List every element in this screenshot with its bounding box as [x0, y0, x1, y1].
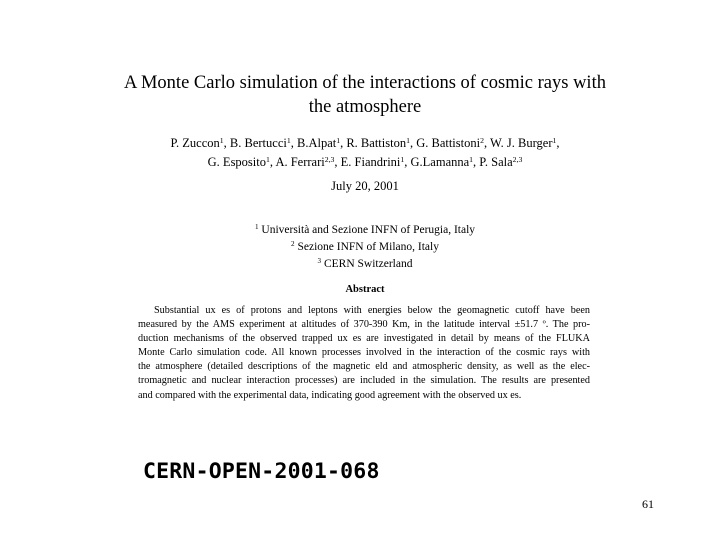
author-line	[90, 153, 640, 172]
author-affiliation-mark: 2,3	[512, 154, 523, 164]
abstract-line: Substantial ux es of protons and leptons with energies below the geomagnetic cutoff have been	[154, 305, 590, 316]
author-separator: ,	[473, 155, 480, 169]
author-separator: ,	[404, 155, 411, 169]
abstract-line: duction mechanisms of the observed trapped ux es are investigated in detail by means of the FLUKA	[138, 333, 590, 345]
paper-title	[90, 71, 640, 119]
author-affiliation-mark: 2	[480, 135, 484, 145]
author-name: G. Esposito	[207, 155, 266, 169]
abstract-heading: Abstract	[345, 284, 385, 295]
author-separator: ,	[340, 136, 347, 150]
author-affiliation-mark: 1	[336, 135, 341, 145]
affiliation-list	[90, 222, 640, 273]
author-list	[90, 134, 640, 172]
author-affiliation-mark: 1	[266, 154, 270, 164]
author-name: G.Lamanna	[410, 155, 470, 169]
author-separator: ,	[556, 136, 560, 150]
author-separator: ,	[483, 136, 491, 150]
author-affiliation-mark: 2,3	[324, 154, 335, 164]
author-affiliation-mark: 1	[552, 135, 557, 145]
author-name: G. Battistoni	[416, 136, 481, 150]
affiliation	[90, 222, 640, 239]
abstract-line: the atmosphere (detailed descriptions of the magnetic eld and atmospheric density, as well as the elec-	[138, 361, 590, 373]
title-line: the atmosphere	[308, 97, 422, 117]
author-separator: ,	[269, 155, 276, 169]
author-affiliation-mark: 1	[400, 154, 405, 164]
author-line	[90, 134, 640, 153]
publication-date: July 20, 2001	[331, 179, 399, 193]
author-name: B.Alpat	[296, 136, 337, 150]
title-line: A Monte Carlo simulation of the interactions of cosmic rays with	[124, 73, 606, 93]
author-separator: ,	[409, 136, 417, 150]
affiliation-text: CERN Switzerland	[323, 258, 413, 270]
abstract-text	[138, 304, 590, 403]
author-affiliation-mark: 1	[406, 135, 410, 145]
report-number-stamp: CERN-OPEN-2001-068	[143, 459, 380, 484]
author-name: P. Zuccon	[170, 136, 220, 150]
abstract-line: measured by the AMS experiment at altitudes of 370-390 Km, in the latitude interval ±51.7 º. The pro-	[138, 319, 590, 331]
abstract-line: and compared with the experimental data, indicating good agreement with the observed ux es.	[138, 389, 522, 401]
author-name: W. J. Burger	[490, 136, 553, 150]
affiliation	[90, 256, 640, 273]
author-name: P. Sala	[479, 155, 513, 169]
author-affiliation-mark: 1	[286, 135, 291, 145]
author-affiliation-mark: 1	[469, 154, 474, 164]
author-name: B. Bertucci	[229, 136, 287, 150]
affiliation-mark: 2	[291, 240, 295, 249]
affiliation-text: Sezione INFN of Milano, Italy	[297, 241, 439, 253]
author-affiliation-mark: 1	[219, 135, 224, 145]
page-number: 61	[642, 497, 654, 511]
author-name: A. Ferrari	[275, 155, 325, 169]
author-separator: ,	[334, 155, 341, 169]
affiliation-text: Università and Sezione INFN of Perugia, Italy	[261, 224, 476, 236]
affiliation-mark: 1	[254, 223, 259, 232]
author-separator: ,	[223, 136, 230, 150]
affiliation	[90, 239, 640, 256]
author-name: E. Fiandrini	[340, 155, 401, 169]
author-separator: ,	[290, 136, 297, 150]
author-name: R. Battiston	[346, 136, 407, 150]
abstract-line: tromagnetic and nuclear interaction processes) are included in the simulation. The results are presented	[138, 375, 590, 387]
affiliation-mark: 3	[317, 257, 322, 266]
abstract-line: Monte Carlo simulation code. All known processes involved in the interaction of the cosmic rays with	[138, 347, 590, 359]
